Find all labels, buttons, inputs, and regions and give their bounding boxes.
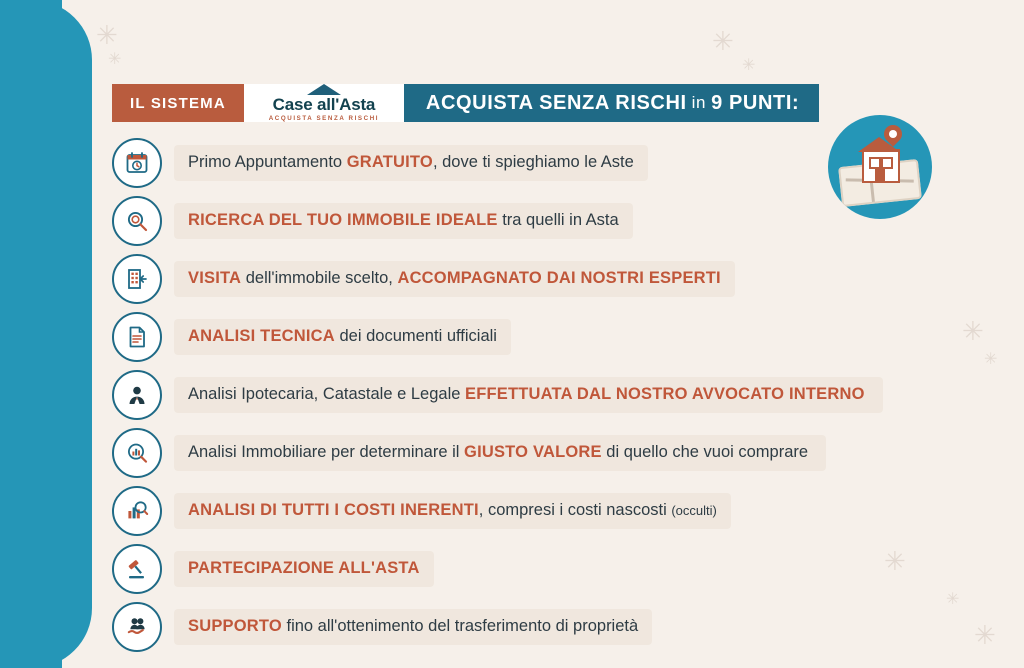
segment-highlight: EFFETTUATA DAL NOSTRO AVVOCATO INTERNO [465, 384, 865, 403]
points-list [112, 138, 902, 660]
sparkle-icon: ✳ [984, 351, 998, 368]
segment-plain: , compresi i costi nascosti [478, 500, 672, 519]
segment-plain: dei documenti ufficiali [334, 326, 497, 345]
sparkle-icon: ✳ [974, 620, 996, 650]
list-item [112, 312, 902, 362]
calendar-clock-icon [112, 138, 162, 188]
brand-logo [244, 84, 404, 122]
segment-plain: Analisi Ipotecaria, Catastale e Legale [188, 384, 466, 403]
list-item [112, 254, 902, 304]
list-item-text [174, 145, 648, 181]
sparkle-icon: ✳ [742, 57, 756, 74]
segment-plain: tra quelli in Asta [497, 210, 619, 229]
list-item [112, 196, 902, 246]
list-item-text [174, 203, 633, 239]
brand-name: Case all'Asta [272, 95, 376, 114]
brand-tagline: ACQUISTA SENZA RISCHI [268, 115, 380, 122]
segment-highlight: VISITA [188, 268, 242, 287]
list-item [112, 486, 902, 536]
list-item [112, 370, 902, 420]
segment-highlight: ANALISI TECNICA [188, 326, 335, 345]
left-teal-panel [0, 0, 92, 668]
sparkle-icon: ✳ [712, 26, 734, 56]
sparkle-icon: ✳ [946, 591, 960, 608]
header-tag: IL SISTEMA [112, 84, 244, 122]
segment-highlight: SUPPORTO [188, 616, 282, 635]
header-title-part1: ACQUISTA SENZA RISCHI [425, 91, 687, 114]
list-item-text [174, 493, 731, 529]
list-item [112, 602, 902, 652]
segment-small: (occulti) [671, 502, 717, 518]
segment-plain: dell'immobile scelto, [241, 268, 398, 287]
document-icon [112, 312, 162, 362]
segment-highlight: RICERCA DEL TUO IMMOBILE IDEALE [188, 210, 498, 229]
roof-icon [307, 84, 341, 95]
header-title [404, 84, 819, 122]
segment-highlight: GIUSTO VALORE [464, 442, 602, 461]
support-hands-icon [112, 602, 162, 652]
sparkle-icon: ✳ [108, 51, 122, 68]
sparkle-icon: ✳ [962, 316, 984, 346]
header-title-connector: in [691, 93, 707, 112]
list-item [112, 544, 902, 594]
segment-highlight: GRATUITO [346, 152, 433, 171]
segment-highlight: ANALISI DI TUTTI I COSTI INERENTI [188, 500, 479, 519]
building-visit-icon [112, 254, 162, 304]
segment-highlight: ACCOMPAGNATO DAI NOSTRI ESPERTI [397, 268, 721, 287]
list-item [112, 428, 902, 478]
list-item-text [174, 377, 883, 413]
header-title-part2: 9 PUNTI: [711, 91, 800, 114]
segment-highlight: PARTECIPAZIONE ALL'ASTA [188, 558, 420, 577]
magnifier-icon [112, 196, 162, 246]
list-item-text [174, 609, 652, 645]
segment-plain: Primo Appuntamento [188, 152, 347, 171]
bar-chart-magnifier-icon [112, 486, 162, 536]
list-item [112, 138, 902, 188]
sparkle-icon: ✳ [884, 546, 906, 576]
chart-magnifier-icon [112, 428, 162, 478]
segment-plain: di quello che vuoi comprare [601, 442, 809, 461]
list-item-text [174, 435, 826, 471]
lawyer-icon [112, 370, 162, 420]
header-bar [112, 84, 819, 122]
left-teal-panel-inner [0, 0, 62, 668]
segment-plain: Analisi Immobiliare per determinare il [188, 442, 465, 461]
segment-plain: fino all'ottenimento del trasferimento di proprietà [281, 616, 639, 635]
gavel-icon [112, 544, 162, 594]
sparkle-icon: ✳ [96, 20, 118, 50]
list-item-text [174, 319, 511, 355]
segment-plain: , dove ti spieghiamo le Aste [432, 152, 634, 171]
list-item-text [174, 261, 735, 297]
list-item-text [174, 551, 434, 587]
